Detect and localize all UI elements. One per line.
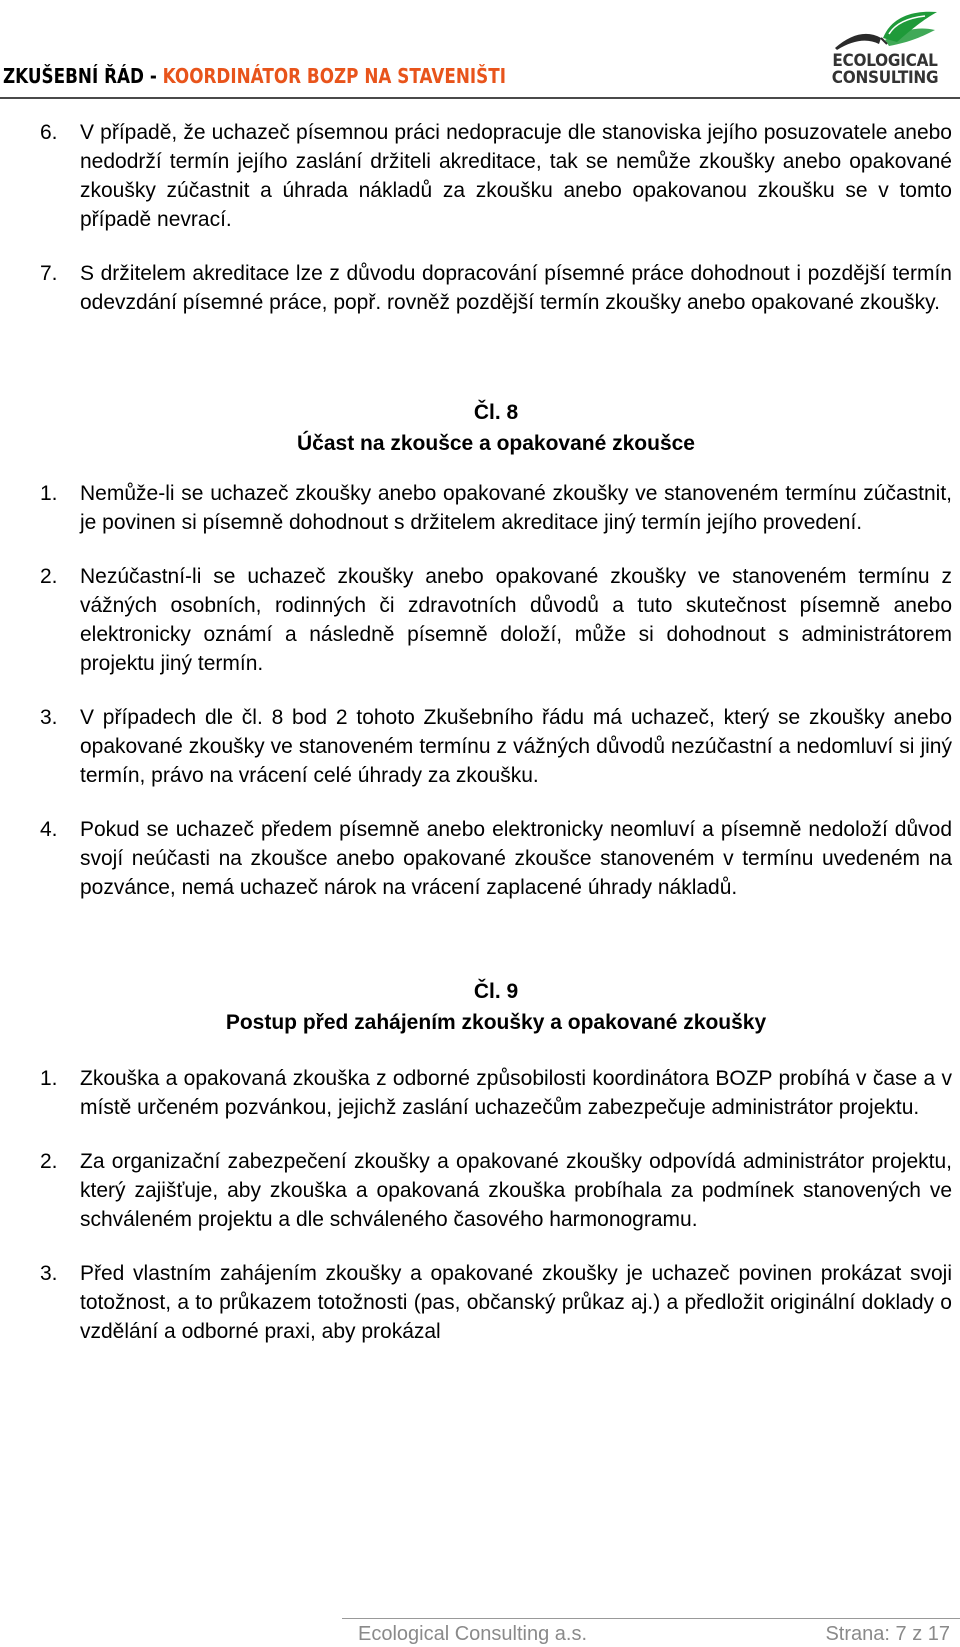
list-item — [40, 703, 952, 790]
page-header — [0, 0, 960, 100]
page-number: Strana: 7 z 17 — [825, 1623, 950, 1645]
item-text: S držitelem akreditace lze z důvodu dopracování písemné práce dohodnout i pozdější termín odevzdání písemné práce, popř. rovněž pozdější termín zkoušky anebo opakované zkoušky. — [80, 262, 952, 314]
item-number: 1. — [40, 1067, 58, 1090]
list-item — [40, 815, 952, 902]
list-item — [40, 1064, 952, 1122]
page-footer — [0, 1618, 960, 1647]
document-title-prefix: ZKUŠEBNÍ ŘÁD - — [3, 64, 163, 88]
item-number: 3. — [40, 1262, 58, 1285]
list-item — [40, 118, 952, 234]
item-number: 1. — [40, 482, 58, 505]
article-number: Čl. 8 — [473, 401, 519, 424]
header-divider — [0, 97, 960, 99]
document-body — [40, 118, 952, 1371]
item-text: Za organizační zabezpečení zkoušky a opakované zkoušky odpovídá administrátor projektu, který zajišťuje, aby zkouška a opakovaná zkouška probíhala za podmínek stanovených ve schváleném projektu a dle schváleného časového harmonogramu. — [80, 1150, 952, 1231]
document-title-subject: KOORDINÁTOR BOZP NA STAVENIŠTI — [162, 64, 506, 88]
item-text: Nezúčastní-li se uchazeč zkoušky anebo opakované zkoušky ve stanoveném termínu z vážných osobních, rodinných či zdravotních důvodů a tuto skutečnost písemně anebo elektronicky oznámí a následně písemně doloží, může si dohodnout s administrátorem projektu jiný termín. — [80, 565, 952, 675]
list-item — [40, 1147, 952, 1234]
item-number: 4. — [40, 818, 58, 841]
item-text: Pokud se uchazeč předem písemně anebo elektronicky neomluví a písemně nedoloží důvod svojí neúčasti na zkoušce anebo opakované zkoušce stanoveném v termínu uvedeném na pozvánce, nemá uchazeč nárok na vrácení zaplacené úhrady nákladů. — [80, 818, 952, 899]
logo-text-ecological: ECOLOGICAL — [832, 51, 938, 71]
list-item — [40, 259, 952, 317]
item-text: Nemůže-li se uchazeč zkoušky anebo opakované zkoušky ve stanoveném termínu zúčastnit, je povinen si písemně dohodnout s držitelem akreditace jiný termín jejího provedení. — [80, 482, 952, 534]
item-number: 7. — [40, 262, 58, 285]
item-number: 3. — [40, 706, 58, 729]
document-title — [3, 64, 506, 88]
list-item — [40, 479, 952, 537]
footer-divider — [342, 1618, 960, 1619]
logo-text-consulting: CONSULTING — [831, 68, 939, 88]
list-item — [40, 562, 952, 678]
company-logo — [815, 8, 955, 90]
item-text: V případech dle čl. 8 bod 2 tohoto Zkušebního řádu má uchazeč, který se zkoušky anebo opakované zkoušky ve stanoveném termínu z vážných důvodů nezúčastní a nedomluví si jiný termín, právo na vrácení celé úhrady za zkoušku. — [80, 706, 952, 787]
article-9-heading — [40, 976, 952, 1038]
article-title: Postup před zahájením zkoušky a opakované zkoušky — [225, 1011, 767, 1034]
article-8-heading — [40, 397, 952, 459]
article-number: Čl. 9 — [473, 980, 519, 1003]
item-text: Před vlastním zahájením zkoušky a opakované zkoušky je uchazeč povinen prokázat svoji totožnost, a to průkazem totožnosti (pas, občanský průkaz aj.) a předložit originální doklady o vzdělání a odborné praxi, aby prokázal — [80, 1262, 952, 1343]
butterfly-logo-icon — [827, 8, 943, 54]
item-text: Zkouška a opakovaná zkouška z odborné způsobilosti koordinátora BOZP probíhá v čase a v místě určeném pozvánkou, jejichž zaslání uchazečům zabezpečuje administrátor projektu. — [80, 1067, 952, 1119]
item-number: 6. — [40, 121, 58, 144]
article-title: Účast na zkoušce a opakované zkoušce — [296, 432, 695, 455]
item-number: 2. — [40, 565, 58, 588]
item-number: 2. — [40, 1150, 58, 1173]
item-text: V případě, že uchazeč písemnou práci nedopracuje dle stanoviska jejího posuzovatele anebo nedodrží termín jejího zaslání držiteli akreditace, tak se nemůže zkoušky anebo opakované zkoušky zúčastnit a úhrada nákladů za zkoušku anebo opakovanou zkoušku se v tomto případě nevrací. — [80, 121, 952, 231]
list-item — [40, 1259, 952, 1346]
footer-company: Ecological Consulting a.s. — [358, 1623, 588, 1645]
